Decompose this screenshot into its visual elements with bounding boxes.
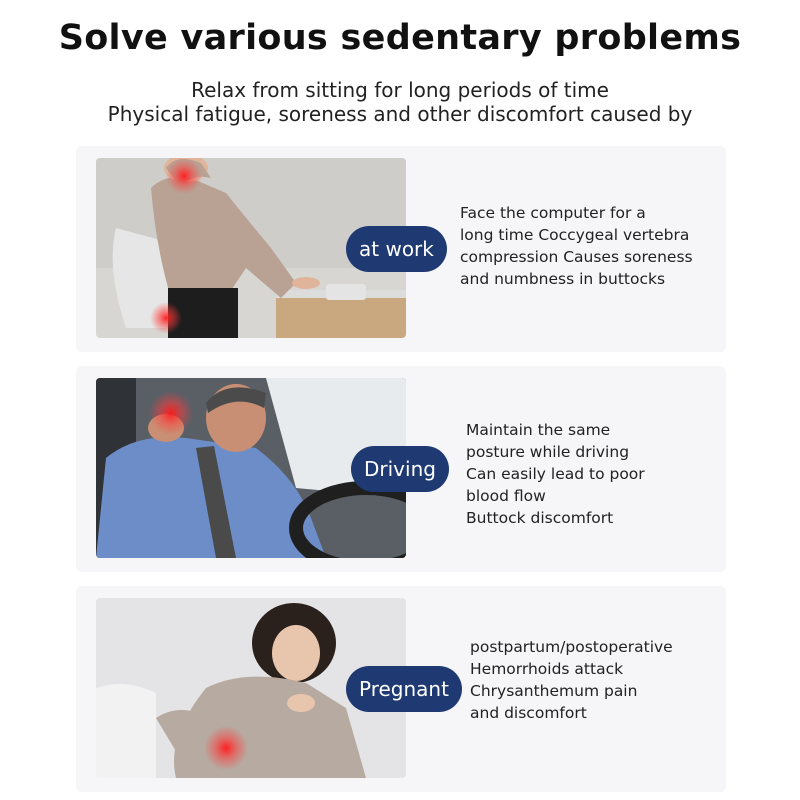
description-line: Maintain the same (466, 421, 611, 439)
label-pill-driving: Driving (351, 446, 449, 492)
card-at-work (76, 146, 726, 352)
description-line: Can easily lead to poor (466, 465, 645, 483)
description-line: Face the computer for a (460, 204, 646, 222)
description-pregnant (470, 636, 673, 724)
card-driving (76, 366, 726, 572)
subtitle-line-1: Relax from sitting for long periods of time (191, 78, 609, 102)
description-line: postpartum/postoperative (470, 638, 673, 656)
description-driving (466, 419, 645, 529)
description-line: and numbness in buttocks (460, 270, 666, 288)
page-title: Solve various sedentary problems (58, 18, 742, 58)
description-line: and discomfort (470, 704, 587, 722)
label-pill-pregnant: Pregnant (346, 666, 462, 712)
description-line: Buttock discomfort (466, 509, 614, 527)
subtitle-line-2: Physical fatigue, soreness and other discomfort caused by (107, 102, 693, 126)
description-line: compression Causes soreness (460, 248, 693, 266)
description-line: posture while driving (466, 443, 630, 461)
description-line: blood flow (466, 487, 546, 505)
label-pill-at-work: at work (346, 226, 447, 272)
description-line: long time Coccygeal vertebra (460, 226, 690, 244)
description-at-work (460, 202, 693, 290)
description-line: Hemorrhoids attack (470, 660, 624, 678)
description-line: Chrysanthemum pain (470, 682, 638, 700)
card-pregnant (76, 586, 726, 792)
